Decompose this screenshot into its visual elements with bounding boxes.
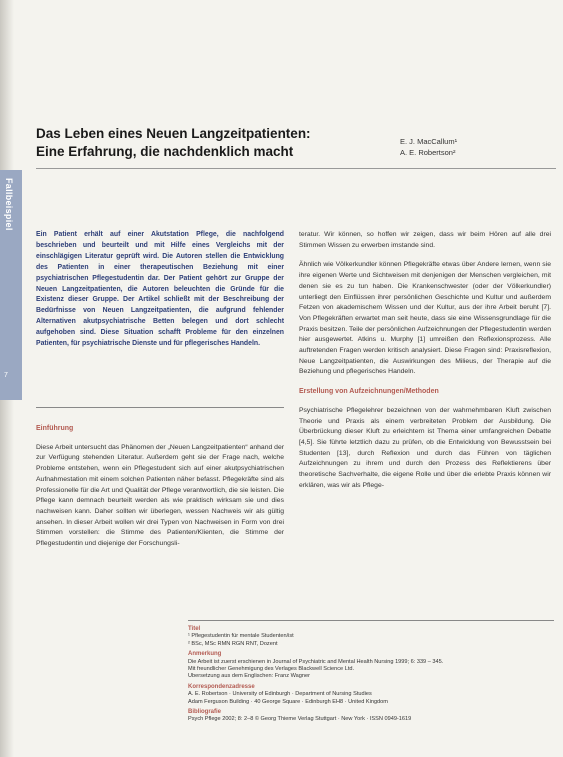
footer-line: Übersetzung aus dem Englischen: Franz Wagner (188, 673, 310, 680)
footer-line: Psych Pflege 2002; 8: 2–8 © Georg Thieme Verlag Stuttgart · New York · ISSN 0949-1619 (188, 716, 412, 723)
footer-line: A. E. Robertson · University of Edinburgh · Department of Nursing Studies (188, 691, 372, 698)
title-divider (36, 168, 556, 169)
abstract-divider (36, 407, 284, 408)
section-label: Fallbeispiel (4, 178, 14, 231)
section-heading-methods: Erstellung von Aufzeichnungen/Methoden (299, 388, 439, 396)
footer-heading-title: Titel (188, 626, 201, 632)
abstract-text: Ein Patient erhält auf einer Akutstation Pflege, die nachfolgend beschrieben und beurteilt und mit Hilfe eines Vergleichs mit der einschlägigen Literatur geprüft wird. Die Autoren stellen die Entwicklung des Patienten in einer therapeutischen Beziehung mit einer psychiatrischen Pflegestudentin dar. Der Patient gehört zur Gruppe der Neuen Langzeitpatienten, die Autoren beleuchten die Gründe für die Existenz dieser Gruppe. Der Artikel schließt mit der Beschreibung der Bedürfnisse von Neuen Langzeitpatienten, die aufgrund fehlender Alternativen akutpsychiatrische Betten belegen und dort schlecht aufgehoben sind. Diese Situation schafft Probleme für den einzelnen Patienten, für psychiatrische Dienste und für pflegerisches Handeln. (36, 231, 284, 348)
footer-line: Adam Ferguson Building · 40 George Square · Edinburgh EH8 · United Kingdom (188, 698, 388, 705)
introduction-text: Diese Arbeit untersucht das Phänomen der „Neuen Langzeitpatienten“ anhand der zur Verfügung stehenden Literatur. Außerdem geht sie der Frage nach, welche Probleme entstehen, wenn ein Pflegestudent sich auf einer akutpsychiatrischen Aufnahmestation mit einem solchen Patienten näher befasst. Pflegekräfte sind als Professionelle für die Art und Qualität der Pflege verantwortlich, die sie leisten. Die Pflege kann demnach beurteilt werden als wie praktisch wirksam sie und dies nachweisen kann. Daher sollten wir überlegen, wessen Nachweis wir als gültig ansehen. In dieser Arbeit wollen wir drei Typen von Nachweisen in Form von drei Stimmen vorstellen: die Stimme des Patienten/Klienten, die Stimme der Pflegestudentin und diejenige der Forschungsli- (36, 443, 284, 548)
article-footer (188, 620, 554, 724)
paragraph-2: Ähnlich wie Völkerkundler können Pflegekräfte etwas über Andere lernen, wenn sie ihre eigenen Werte und Sichtweisen mit denjenigen der Menschen vergleichen, mit denen sie es zu tun haben. Die Krankenschwester (oder der Völkerkundler) unterliegt den Einflüssen ihrer persönlichen Geschichte und Kultur und außerdem Fetzen von akademischem Wissen und der Kultur, aus der ihre Arbeit beruht [7]. Von Pflegekräften erwartet man seit heute, dass sie eine Wissensgrundlage für die Praxis besitzen. Teile der persönlichen Aufzeichnungen der Pflegestudentin werden hier ausgewertet. Atkins u. Murphy [1] umreißen den Reflexionsprozess. Alle auftretenden Fragen werden kritisch analysiert. Diese Fragen sind: Praxisreflexion, Neue Langzeitpatienten, die Auswirkungen des Milieus, der Therapie auf die Beziehung und pflegerisches Handeln. (299, 261, 551, 376)
sidebar-marker: 7 (4, 372, 8, 379)
article-title (36, 125, 366, 161)
title-line-1: Das Leben eines Neuen Langzeitpatienten: (36, 126, 311, 141)
title-line-2: Eine Erfahrung, die nachdenklich macht (36, 144, 294, 159)
left-column (36, 424, 284, 559)
paragraph-3: Psychiatrische Pflegelehrer bezeichnen von der wahrnehmbaren Kluft zwischen Theorie und Praxis als einem verbreiteten Problem der Ausbildung. Die Überbrückung dieser Kluft zu erleichtern ist Thema einer umfangreichen Debatte [4,5]. Sie führte letztlich dazu zu prüfen, ob die Entwicklung von Bewusstsein bei Studenten [13], durch Reflexion und durch das Führen von täglichen Aufzeichnungen zu ihrem und durch den Prozess des Reflektierens über theoretische Sachverhalte, die eigene Rolle und über die erlebte Praxis können wir erklären, was wir als Pflege- (299, 406, 551, 489)
footer-line: Mit freundlicher Genehmigung des Verlages Blackwell Science Ltd. (188, 666, 355, 673)
footer-heading-bibliography: Bibliografie (188, 709, 222, 716)
footer-line: ² BSc, MSc RMN RGN RNT, Dozent (188, 640, 278, 647)
author-2: A. E. Robertson² (400, 148, 456, 157)
right-column (299, 230, 551, 500)
paragraph-1: teratur. Wir können, so hoffen wir zeigen, dass wir beim Hören auf alle drei Stimmen Wissen zu erwerben imstande sind. (299, 231, 551, 249)
section-heading-introduction: Einführung (36, 425, 74, 432)
author-1: E. J. MacCallum¹ (400, 137, 458, 146)
footer-line: Die Arbeit ist zuerst erschienen in Journal of Psychiatric and Mental Health Nursing 1999; 6: 339 – 345. (188, 658, 444, 665)
footer-heading-note: Anmerkung (188, 651, 222, 658)
abstract (36, 230, 284, 359)
footer-heading-address: Korrespondenzadresse (188, 683, 255, 690)
footer-line: ¹ Pflegestudentin für mentale Studenten/ist (188, 633, 294, 640)
authors (400, 136, 550, 158)
